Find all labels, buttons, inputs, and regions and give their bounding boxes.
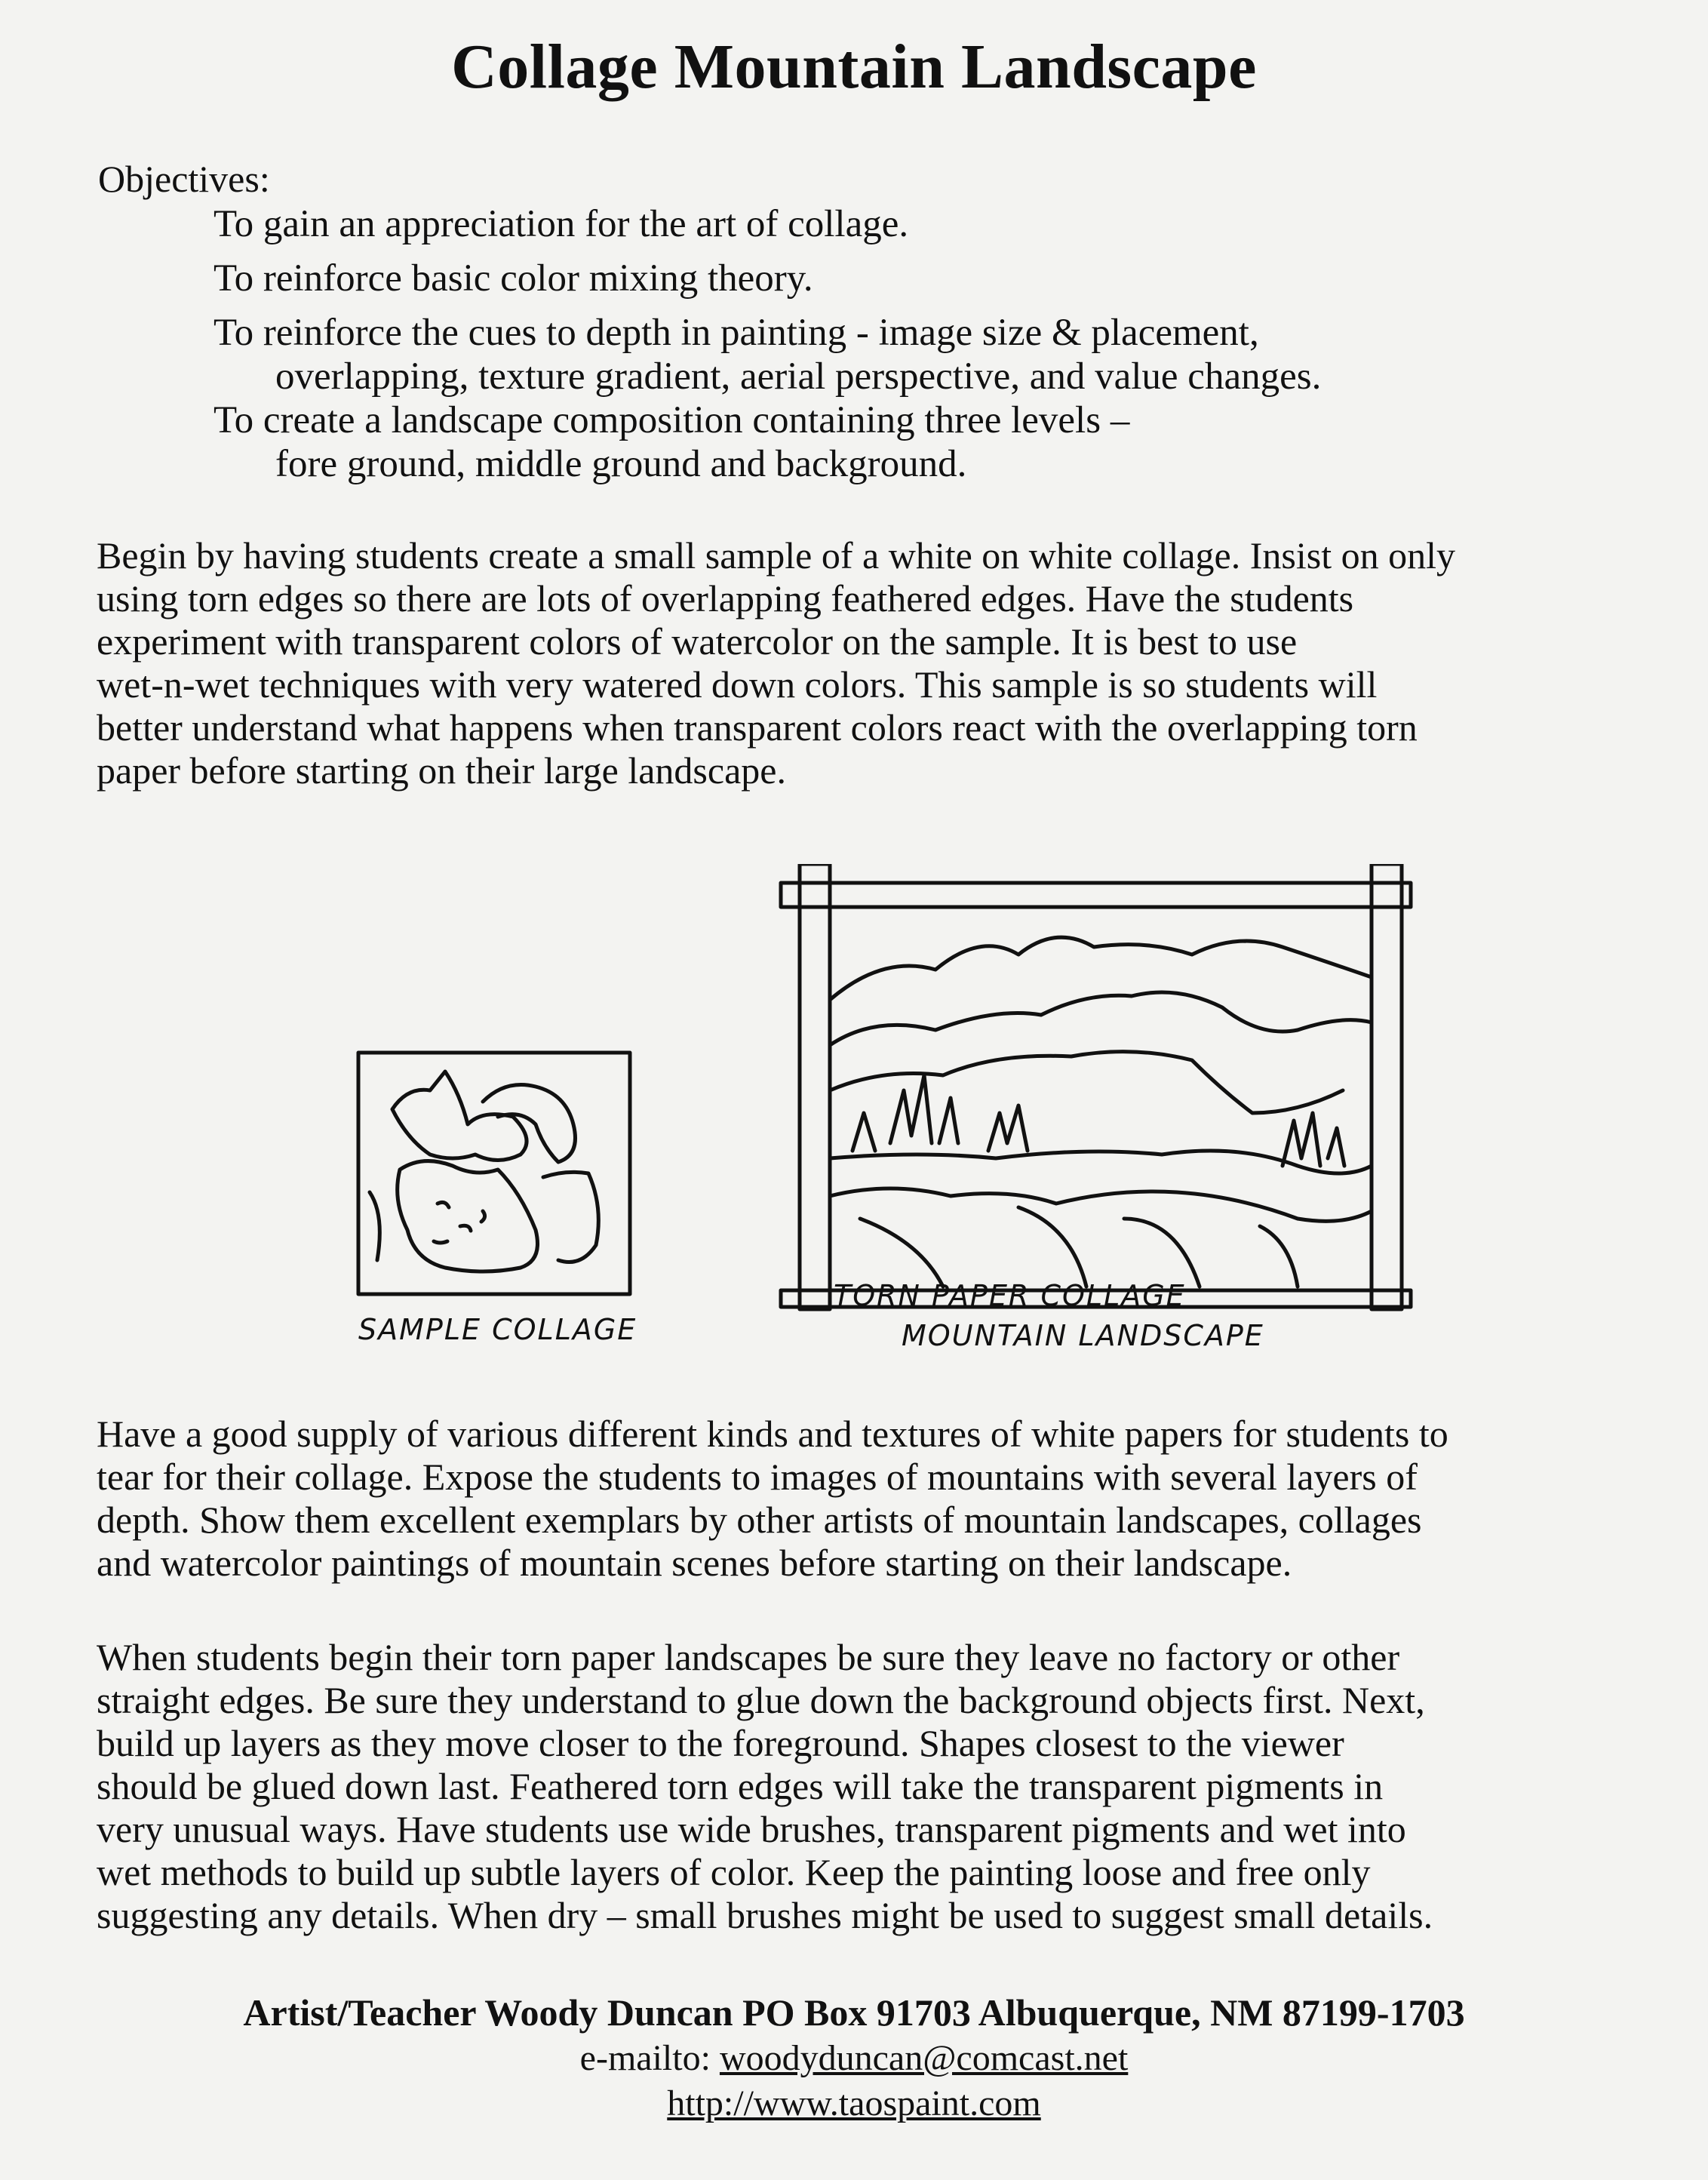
objective-line: To reinforce basic color mixing theory. xyxy=(214,257,813,300)
paragraph-line: very unusual ways. Have students use wide brushes, transparent pigments and wet into xyxy=(97,1808,1406,1850)
objectives-heading: Objectives: xyxy=(98,158,270,200)
page-title: Collage Mountain Landscape xyxy=(451,32,1257,102)
paragraph-supplies xyxy=(97,1413,1658,1585)
paragraph-line: tear for their collage. Expose the students to images of mountains with several layers of xyxy=(97,1456,1418,1498)
paragraph-line: should be glued down last. Feathered torn edges will take the transparent pigments in xyxy=(97,1765,1384,1807)
objective-item xyxy=(214,202,908,246)
landscape-caption-line2: MOUNTAIN LANDSCAPE xyxy=(902,1319,1264,1352)
paragraph-line: wet-n-wet techniques with very watered down colors. This sample is so students will xyxy=(97,663,1378,706)
paragraph-line: straight edges. Be sure they understand to glue down the background objects first. Next, xyxy=(97,1679,1425,1721)
email-link[interactable]: woodyduncan@comcast.net xyxy=(719,2038,1129,2078)
paragraph-intro xyxy=(97,534,1658,792)
paragraph-line: Begin by having students create a small sample of a white on white collage. Insist on only xyxy=(97,534,1455,577)
paragraph-line: and watercolor paintings of mountain scenes before starting on their landscape. xyxy=(97,1542,1292,1584)
objective-line: To reinforce the cues to depth in painting - image size & placement, xyxy=(214,312,1259,354)
email-prefix: e-mailto: xyxy=(579,2038,720,2078)
paragraph-process xyxy=(97,1636,1658,1937)
paragraph-line: Have a good supply of various different kinds and textures of white papers for students to xyxy=(97,1413,1448,1455)
paragraph-line: When students begin their torn paper landscapes be sure they leave no factory or other xyxy=(97,1636,1400,1678)
paragraph-line: using torn edges so there are lots of overlapping feathered edges. Have the students xyxy=(97,577,1354,620)
sample-collage-sketch xyxy=(347,1041,649,1313)
objective-item xyxy=(214,311,1321,398)
objective-line: To create a landscape composition containing three levels – xyxy=(214,399,1130,441)
paragraph-line: depth. Show them excellent exemplars by other artists of mountain landscapes, collages xyxy=(97,1499,1422,1541)
footer-contact: Artist/Teacher Woody Duncan PO Box 91703 Albuquerque, NM 87199-1703 xyxy=(243,1991,1465,2034)
landscape-caption-line1: TORN PAPER COLLAGE xyxy=(834,1279,1186,1312)
paragraph-line: better understand what happens when transparent colors react with the overlapping torn xyxy=(97,706,1418,749)
paragraph-line: wet methods to build up subtle layers of color. Keep the painting loose and free only xyxy=(97,1851,1371,1893)
objective-item xyxy=(214,398,1129,486)
objective-line-continued: overlapping, texture gradient, aerial perspective, and value changes. xyxy=(275,355,1322,398)
paragraph-line: suggesting any details. When dry – small brushes might be used to suggest small details. xyxy=(97,1894,1433,1936)
paragraph-line: build up layers as they move closer to the foreground. Shapes closest to the viewer xyxy=(97,1722,1344,1764)
objective-item xyxy=(214,257,813,300)
paragraph-line: experiment with transparent colors of watercolor on the sample. It is best to use xyxy=(97,620,1298,663)
website-link[interactable]: http://www.taospaint.com xyxy=(667,2083,1041,2123)
objective-line: To gain an appreciation for the art of collage. xyxy=(214,203,909,245)
torn-paper-landscape-sketch xyxy=(770,864,1418,1317)
sample-collage-caption: SAMPLE COLLAGE xyxy=(358,1313,637,1346)
paragraph-line: paper before starting on their large landscape. xyxy=(97,749,786,792)
footer-email-line xyxy=(0,2037,1708,2079)
objective-line-continued: fore ground, middle ground and background. xyxy=(275,443,967,485)
footer-website-line xyxy=(0,2083,1708,2124)
